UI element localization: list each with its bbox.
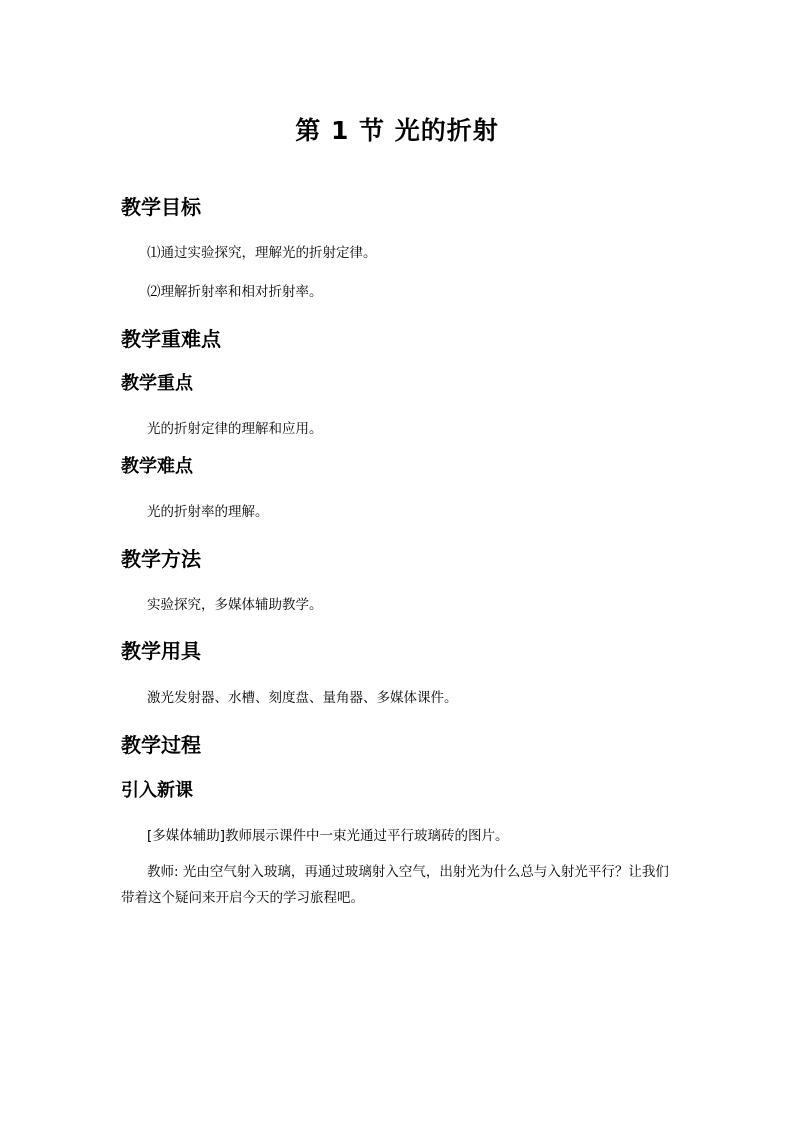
page-title: 第 1 节 光的折射 (295, 116, 499, 145)
heading-process: 教学过程 (121, 733, 201, 757)
heading-key-point: 教学重点 (121, 373, 193, 394)
heading-difficult-point: 教学难点 (121, 456, 193, 477)
key-point-text: 光的折射定律的理解和应用。 (147, 421, 323, 437)
objective-item-1: ⑴通过实验探究，理解光的折射定律。 (147, 245, 377, 261)
methods-text: 实验探究，多媒体辅助教学。 (147, 597, 323, 613)
objective-item-2: ⑵理解折射率和相对折射率。 (147, 284, 323, 300)
heading-tools: 教学用具 (121, 639, 201, 663)
difficult-point-text: 光的折射率的理解。 (147, 504, 269, 520)
intro-paragraph-2: 教师: 光由空气射入玻璃，再通过玻璃射入空气，出射光为什么总与入射光平行？让我们带着这个疑问来开启今天的学习旅程吧。 (121, 864, 669, 906)
intro-line-1: [多媒体辅助]教师展示课件中一束光通过平行玻璃砖的图片。 (147, 828, 509, 844)
heading-methods: 教学方法 (121, 547, 201, 571)
heading-intro: 引入新课 (121, 780, 193, 801)
tools-text: 激光发射器、水槽、刻度盘、量角器、多媒体课件。 (147, 690, 458, 706)
heading-key-difficult: 教学重难点 (121, 327, 221, 351)
heading-objectives: 教学目标 (121, 195, 201, 219)
